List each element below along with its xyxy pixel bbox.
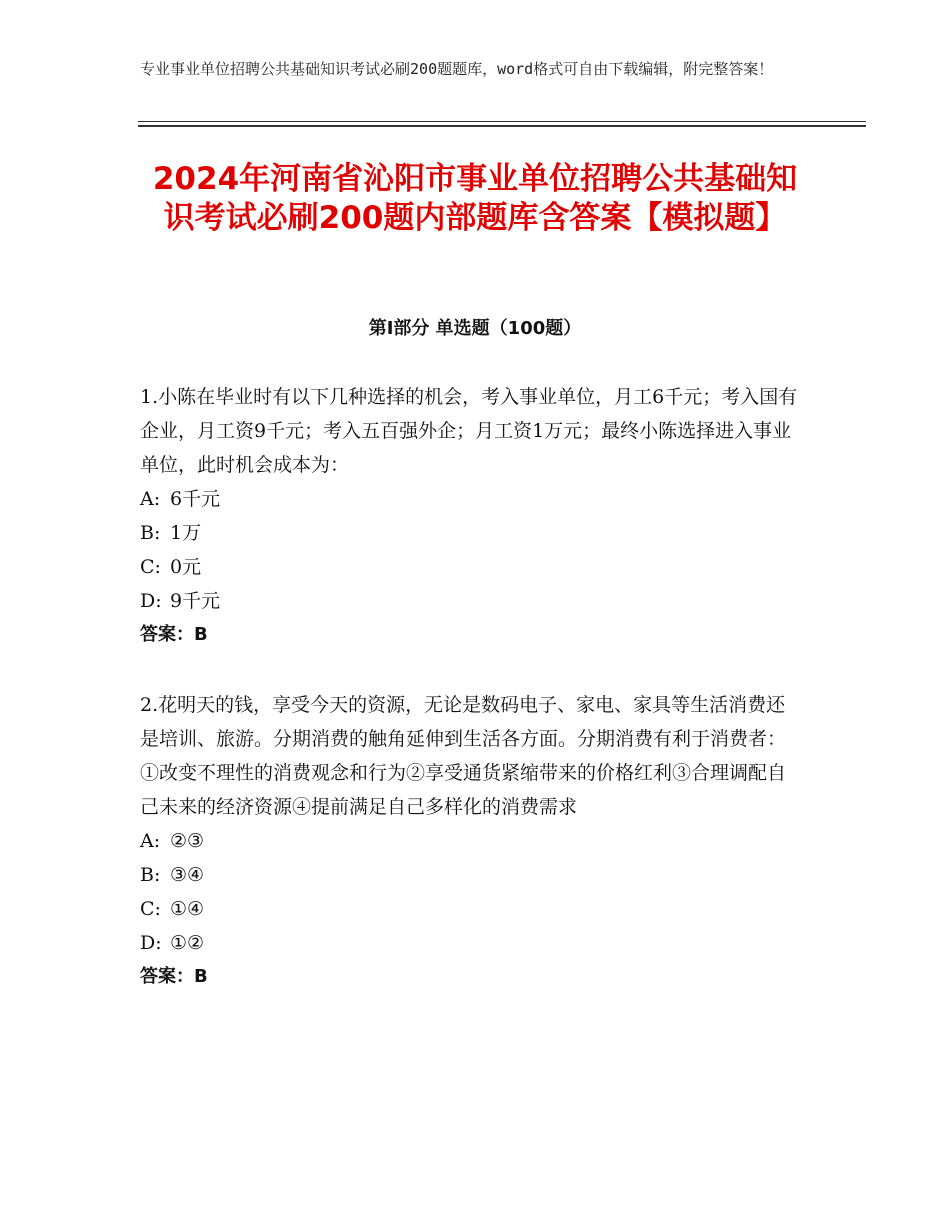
option-text: 1万	[170, 522, 202, 544]
option-b	[140, 858, 800, 892]
option-key: A:	[140, 830, 161, 852]
option-text: 0元	[170, 556, 202, 578]
option-c	[140, 550, 800, 584]
option-a	[140, 482, 800, 516]
option-key: A:	[140, 488, 161, 510]
answer-line: 答案：B	[140, 624, 208, 645]
option-d	[140, 926, 800, 960]
option-key: C:	[140, 898, 161, 920]
question-stem: 1.小陈在毕业时有以下几种选择的机会，考入事业单位，月工6千元；考入国有企业，月工资9千元；考入五百强外企；月工资1万元；最终小陈选择进入事业单位，此时机会成本为：	[140, 386, 798, 476]
option-a	[140, 824, 800, 858]
option-b	[140, 516, 800, 550]
option-text: ②③	[170, 830, 205, 852]
question-stem: 2.花明天的钱，享受今天的资源，无论是数码电子、家电、家具等生活消费还是培训、旅游。分期消费的触角延伸到生活各方面。分期消费有利于消费者：①改变不理性的消费观念和行为②享受通货紧缩带来的价格红利③合理调配自己未来的经济资源④提前满足自己多样化的消费需求	[140, 694, 787, 818]
section-title: 第Ⅰ部分 单选题（100题）	[368, 318, 582, 339]
option-key: C:	[140, 556, 161, 578]
option-text: 9千元	[170, 590, 221, 612]
option-key: D:	[140, 590, 162, 612]
header-note: 专业事业单位招聘公共基础知识考试必刷200题题库，word格式可自由下载编辑，附完整答案！	[140, 60, 774, 78]
option-text: 6千元	[170, 488, 221, 510]
question-2	[140, 688, 800, 994]
option-key: B:	[140, 864, 161, 886]
option-text: ①④	[170, 898, 205, 920]
option-key: B:	[140, 522, 161, 544]
answer-line: 答案：B	[140, 966, 208, 987]
option-c	[140, 892, 800, 926]
document-title: 2024年河南省沁阳市事业单位招聘公共基础知识考试必刷200题内部题库含答案【模拟题】	[152, 161, 798, 236]
option-d	[140, 584, 800, 618]
header-rule-thin	[138, 121, 866, 122]
option-text: ③④	[170, 864, 205, 886]
option-key: D:	[140, 932, 162, 954]
question-1	[140, 380, 800, 652]
header-rule-thick	[138, 125, 866, 127]
option-text: ①②	[170, 932, 205, 954]
